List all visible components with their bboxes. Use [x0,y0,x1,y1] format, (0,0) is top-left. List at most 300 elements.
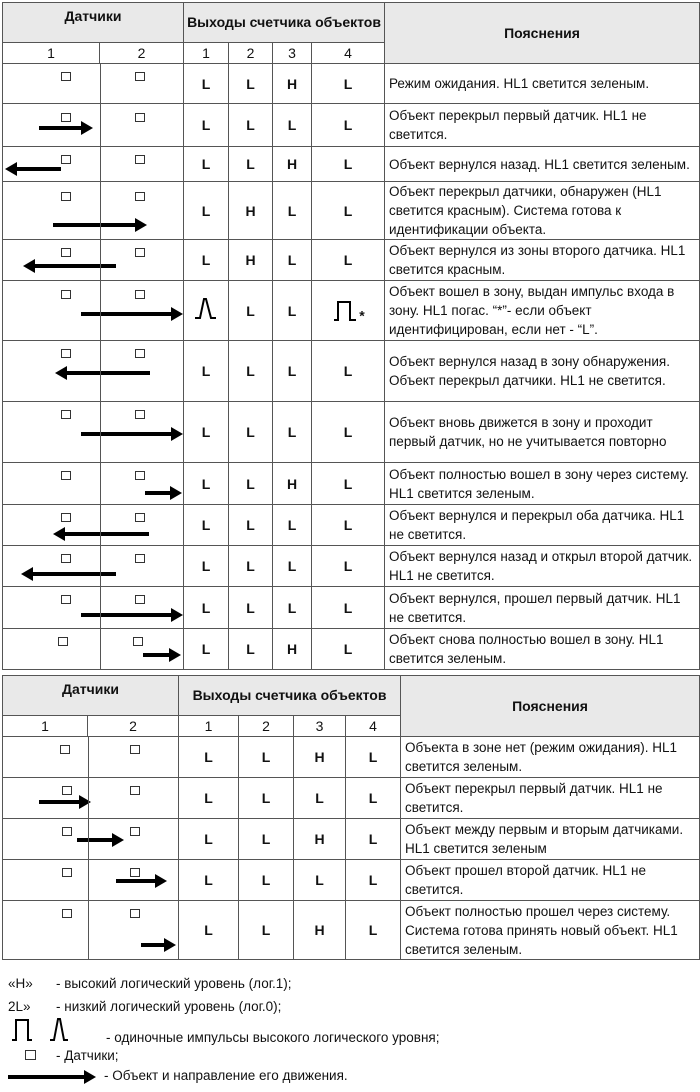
logic-level: L [246,558,255,574]
state-table-2 [2,675,700,960]
logic-level: L [204,872,213,888]
sensor-state-cell [3,64,184,104]
table-row [3,587,700,629]
sensor-diagram [3,778,178,818]
output-4-cell [312,402,385,463]
logic-level: L [343,202,353,219]
output-3-cell [273,240,312,281]
sensor-square-icon [60,745,70,754]
output-3-cell [273,64,312,104]
output-3-cell [273,463,312,505]
sensor-state-cell [3,240,184,281]
output-2-cell [229,147,273,182]
explanation-cell [385,240,700,281]
output-2-cell [229,281,273,341]
output-2-cell [239,901,294,960]
output-1-cell [184,341,229,402]
logic-level: H [286,475,298,492]
explanation-cell [385,147,700,182]
output-3-cell [294,901,346,960]
logic-level: H [286,156,298,172]
logic-level: L [315,872,324,888]
legend-l-symbol: 2L» [8,999,31,1014]
output-number: 1 [184,43,229,64]
logic-level: L [204,749,213,765]
sensor-column-divider [100,463,101,504]
sensor-square-icon [62,868,72,877]
output-3-cell [294,778,346,819]
table-row [3,104,700,147]
sensor-diagram [3,341,183,401]
output-number: 1 [179,716,239,737]
sensor-diagram [3,64,183,103]
sensor-state-cell [3,402,184,463]
table-row [3,463,700,505]
output-4-cell [312,463,385,505]
explanation-text: Объект перекрыл первый датчик. HL1 не светится. [405,781,663,815]
logic-level: H [314,749,325,765]
table-row [3,64,700,104]
explanation-text: Объект перекрыл датчики, обнаружен (HL1 светится красным). Система готова к идентификации объекта. [389,184,662,237]
table-row [3,341,700,402]
sensor-state-cell [3,629,184,670]
direction-arrow-icon [81,312,173,316]
logic-level: L [246,363,255,379]
explanation-text: Объект вернулся, прошел первый датчик. HL1 не светится. [389,590,681,625]
table-row [3,629,700,670]
output-3-cell [294,860,346,901]
logic-level: L [204,922,213,938]
sensor-state-cell [3,341,184,402]
logic-level: H [286,641,298,657]
direction-arrow-icon [141,943,166,947]
explanation-cell [385,629,700,670]
sensor-diagram [3,546,183,586]
output-4-cell [346,901,401,960]
logic-level: L [261,749,271,765]
sensor-square-icon [135,113,145,122]
table-row [3,182,700,240]
logic-level: L [287,302,297,319]
output-1-cell [184,281,229,341]
sensor-column-divider [100,281,101,340]
explanation-text: Объект вернулся назад в зону обнаружения. Объект перекрыл датчики. HL1 не светится. [389,354,670,388]
output-1-cell [184,546,229,587]
explanation-cell [385,463,700,505]
sensor-square-icon [135,290,145,299]
sensor-state-cell [3,104,184,147]
sensor-column-divider [100,64,101,103]
logic-level: L [261,831,271,847]
legend-pulse-text: - одиночные импульсы высокого логического уровня; [106,1030,440,1045]
explanation-cell [401,860,700,901]
output-3-cell [273,281,312,341]
output-2-cell [239,819,294,860]
direction-arrow-icon [77,838,114,842]
sensor-diagram [3,463,183,504]
logic-level: L [201,117,211,133]
sensor-diagram [3,182,183,239]
output-2-cell [239,860,294,901]
table-row [3,281,700,341]
output-number: 4 [312,43,385,64]
legend-sensor-text: - Датчики; [56,1048,119,1063]
sensor-diagram [3,819,178,859]
logic-level: L [343,117,353,133]
logic-level: L [201,475,211,492]
logic-level: L [246,302,255,319]
logic-level: L [287,599,297,616]
explanation-text: Объект полностью прошел через систему. Система готова принять новый объект. HL1 светится зеленым. [405,903,678,957]
logic-level: L [343,424,353,440]
output-2-cell [229,104,273,147]
direction-arrow-icon [65,371,150,375]
sensor-square-icon [61,595,71,604]
sensor-square-icon [135,349,145,358]
logic-level: L [261,790,271,806]
explanation-cell [385,281,700,341]
sensor-square-icon [130,868,140,877]
logic-level: L [246,475,255,492]
output-number: 3 [273,43,312,64]
output-number: 2 [239,716,294,737]
sensor-column-divider [100,182,101,239]
output-3-cell [294,819,346,860]
output-1-cell [184,629,229,670]
table-row [3,860,700,901]
logic-level: L [343,363,353,379]
state-table-1 [2,2,700,670]
table-row [3,901,700,960]
table-row [3,505,700,546]
logic-level: L [204,831,213,847]
output-3-cell [273,182,312,240]
output-2-cell [239,778,294,819]
logic-level: L [201,202,211,219]
outputs-header: Выходы счетчика объектов [179,676,401,716]
direction-arrow-icon [53,223,137,227]
output-4-cell [312,104,385,147]
sensor-state-cell [3,463,184,505]
sensors-header: Датчики [3,3,184,43]
output-1-cell [179,901,239,960]
explanation-cell [385,402,700,463]
sensor-diagram [3,147,183,181]
direction-arrow-icon [39,800,81,804]
output-4-cell [346,778,401,819]
logic-level: L [201,641,211,657]
direction-arrow-icon [116,879,157,883]
output-4-cell [346,819,401,860]
output-number: 3 [294,716,346,737]
sensor-square-icon [135,554,145,563]
sensor-square-icon [61,155,71,164]
output-3-cell [273,505,312,546]
sensor-number: 2 [100,43,184,64]
sensor-diagram [3,587,183,628]
sensor-square-icon [61,471,71,480]
output-1-cell [179,819,239,860]
sensor-state-cell [3,147,184,182]
sensor-square-icon [135,155,145,164]
sensor-column-divider [100,505,101,545]
output-4-cell [312,64,385,104]
sensor-column-divider [88,778,89,818]
sensor-diagram [3,402,183,462]
logic-level: L [287,363,297,379]
logic-level: L [201,599,211,616]
sensor-column-divider [100,240,101,280]
output-1-cell [184,147,229,182]
identified-star: * [359,307,365,324]
explanation-cell [401,901,700,960]
sensor-diagram [3,629,183,669]
output-1-cell [184,402,229,463]
sensor-number: 1 [3,43,100,64]
logic-level: L [201,75,211,92]
logic-level: H [245,202,256,219]
output-4-cell [312,587,385,629]
sensor-square-icon [61,113,71,122]
logic-level: L [368,872,378,888]
output-2-cell [229,505,273,546]
output-3-cell [273,629,312,670]
output-1-cell [184,587,229,629]
sensor-state-cell [3,860,179,901]
explanation-text: Объект снова полностью вошел в зону. HL1 светится зеленым. [389,632,664,666]
legend-arrow-text: - Объект и направление его движения. [104,1068,348,1083]
sensor-diagram [3,737,178,777]
explanation-text: Объекта в зоне нет (режим ожидания). HL1 светится зеленым. [405,740,678,774]
sensor-diagram [3,901,178,959]
logic-level: L [246,75,255,92]
sensor-square-icon [61,513,71,522]
sensor-state-cell [3,546,184,587]
output-1-cell [179,860,239,901]
explanation-cell [385,341,700,402]
logic-level: L [368,749,378,765]
output-1-cell [184,64,229,104]
direction-arrow-icon [63,532,149,536]
square-pulse-icon [331,298,359,324]
output-4-cell [312,629,385,670]
explanation-text: Объект вернулся назад. HL1 светится зеленым. [389,156,690,172]
sensor-square-icon [61,192,71,201]
logic-level: L [287,202,297,219]
legend [8,972,688,1090]
output-1-cell [179,737,239,778]
legend-l-text: - низкий логический уровень (лог.0); [56,999,282,1014]
output-2-cell [239,737,294,778]
sensor-state-cell [3,737,179,778]
pulse-icons [10,1016,90,1042]
table-row [3,778,700,819]
outputs-header: Выходы счетчика объектов [184,3,385,43]
logic-level: L [246,641,255,657]
sensor-square-icon [25,1050,36,1060]
direction-arrow-icon [31,572,116,576]
output-4-cell [312,341,385,402]
explanation-text: Объект полностью вошел в зону через систему. HL1 светится зеленым. [389,466,689,501]
output-4-cell [312,240,385,281]
sensor-square-icon [61,248,71,257]
logic-level: L [246,517,255,533]
sensor-column-divider [100,104,101,146]
direction-arrow-icon [81,613,173,617]
legend-h-symbol: «H» [8,976,33,991]
output-1-cell [184,463,229,505]
sensor-state-cell [3,505,184,546]
logic-level: H [245,252,256,268]
sensor-diagram [3,240,183,280]
explanation-text: Режим ожидания. HL1 светится зеленым. [389,76,650,91]
output-4-cell [312,281,385,341]
sensor-column-divider [100,587,101,628]
sensor-square-icon [135,248,145,257]
output-2-cell [229,402,273,463]
sensor-column-divider [100,629,101,669]
output-4-cell [312,546,385,587]
logic-level: L [201,156,211,172]
output-number: 4 [346,716,401,737]
sensor-square-icon [135,410,145,419]
sensor-diagram [3,860,178,900]
explanation-cell [385,546,700,587]
pulse-with-star [331,301,365,324]
sensor-state-cell [3,281,184,341]
logic-level: L [261,872,271,888]
direction-arrow-icon [39,126,83,130]
sensor-diagram [3,505,183,545]
sensor-square-icon [61,290,71,299]
output-3-cell [273,587,312,629]
sensor-square-icon [62,786,72,795]
sensor-column-divider [88,737,89,777]
sensor-state-cell [3,819,179,860]
logic-level: L [287,252,297,268]
output-4-cell [346,860,401,901]
explanation-cell [385,104,700,147]
logic-level: L [343,475,353,492]
sensor-square-icon [130,786,140,795]
output-3-cell [273,341,312,402]
table-row [3,240,700,281]
logic-level: L [201,558,211,574]
output-1-cell [184,182,229,240]
logic-level: L [343,558,353,574]
output-1-cell [179,778,239,819]
output-number: 2 [229,43,273,64]
sensor-square-icon [62,827,72,836]
logic-level: L [201,424,211,440]
logic-level: L [201,363,211,379]
logic-level: L [246,599,255,616]
explanation-cell [385,587,700,629]
logic-level: L [261,922,271,938]
explanation-text: Объект перекрыл первый датчик. HL1 не светится. [389,108,647,142]
sensor-diagram [3,104,183,146]
explanation-text: Объект вернулся из зоны второго датчика. HL1 светится красным. [389,243,686,277]
sensor-square-icon [61,554,71,563]
explanation-text: Объект вернулся назад и открыл второй датчик. HL1 не светится. [389,549,693,583]
direction-arrow-icon [33,264,116,268]
table-row [3,147,700,182]
logic-level: H [314,831,325,847]
logic-level: L [287,117,297,133]
sensor-square-icon [130,745,140,754]
logic-level: L [287,517,297,533]
explanation-text: Объект прошел второй датчик. HL1 не светится. [405,863,647,897]
sensor-square-icon [135,192,145,201]
square-pulse-icon [12,1020,32,1040]
logic-level: L [343,252,353,268]
legend-h-text: - высокий логический уровень (лог.1); [56,976,292,991]
logic-level: L [343,641,353,657]
logic-level: L [315,790,324,806]
sensor-column-divider [100,546,101,586]
explanation-cell [401,778,700,819]
direction-arrow-icon [145,491,172,495]
sensor-square-icon [61,72,71,81]
sensor-state-cell [3,182,184,240]
explanation-cell [385,505,700,546]
table-row [3,546,700,587]
sensor-square-icon [58,637,68,646]
sensor-state-cell [3,587,184,629]
sensor-square-icon [133,637,143,646]
logic-level: L [246,117,255,133]
explanation-text: Объект вновь движется в зону и проходит первый датчик, но не учитывается повторно [389,415,667,449]
direction-arrow-icon [8,1075,86,1079]
sensor-number: 2 [88,716,179,737]
logic-level: L [246,424,255,440]
logic-level: L [343,517,353,533]
sensor-square-icon [62,909,72,918]
sensor-column-divider [100,341,101,401]
sensor-square-icon [61,410,71,419]
logic-level: L [368,790,378,806]
sensor-square-icon [135,72,145,81]
explanation-text: Объект вернулся и перекрыл оба датчика. HL1 не светится. [389,508,685,542]
logic-level: H [286,75,298,92]
logic-level: L [287,558,297,574]
output-3-cell [273,104,312,147]
logic-level: L [368,922,378,938]
logic-level: L [204,790,213,806]
logic-level: L [343,156,353,172]
sensor-column-divider [100,147,101,181]
logic-level: L [287,424,297,440]
sensor-square-icon [135,471,145,480]
sensor-state-cell [3,901,179,960]
logic-level: L [246,156,255,172]
explanation-cell [385,64,700,104]
direction-arrow-icon [15,167,61,171]
sensor-column-divider [88,901,89,959]
output-2-cell [229,341,273,402]
explanations-header: Пояснения [401,676,700,737]
logic-level: L [368,831,378,847]
sensor-column-divider [88,860,89,900]
sensor-square-icon [135,513,145,522]
direction-arrow-icon [81,432,173,436]
sensor-square-icon [130,909,140,918]
sensor-square-icon [61,349,71,358]
logic-level: L [201,252,211,268]
output-3-cell [273,402,312,463]
output-1-cell [184,104,229,147]
output-4-cell [312,147,385,182]
